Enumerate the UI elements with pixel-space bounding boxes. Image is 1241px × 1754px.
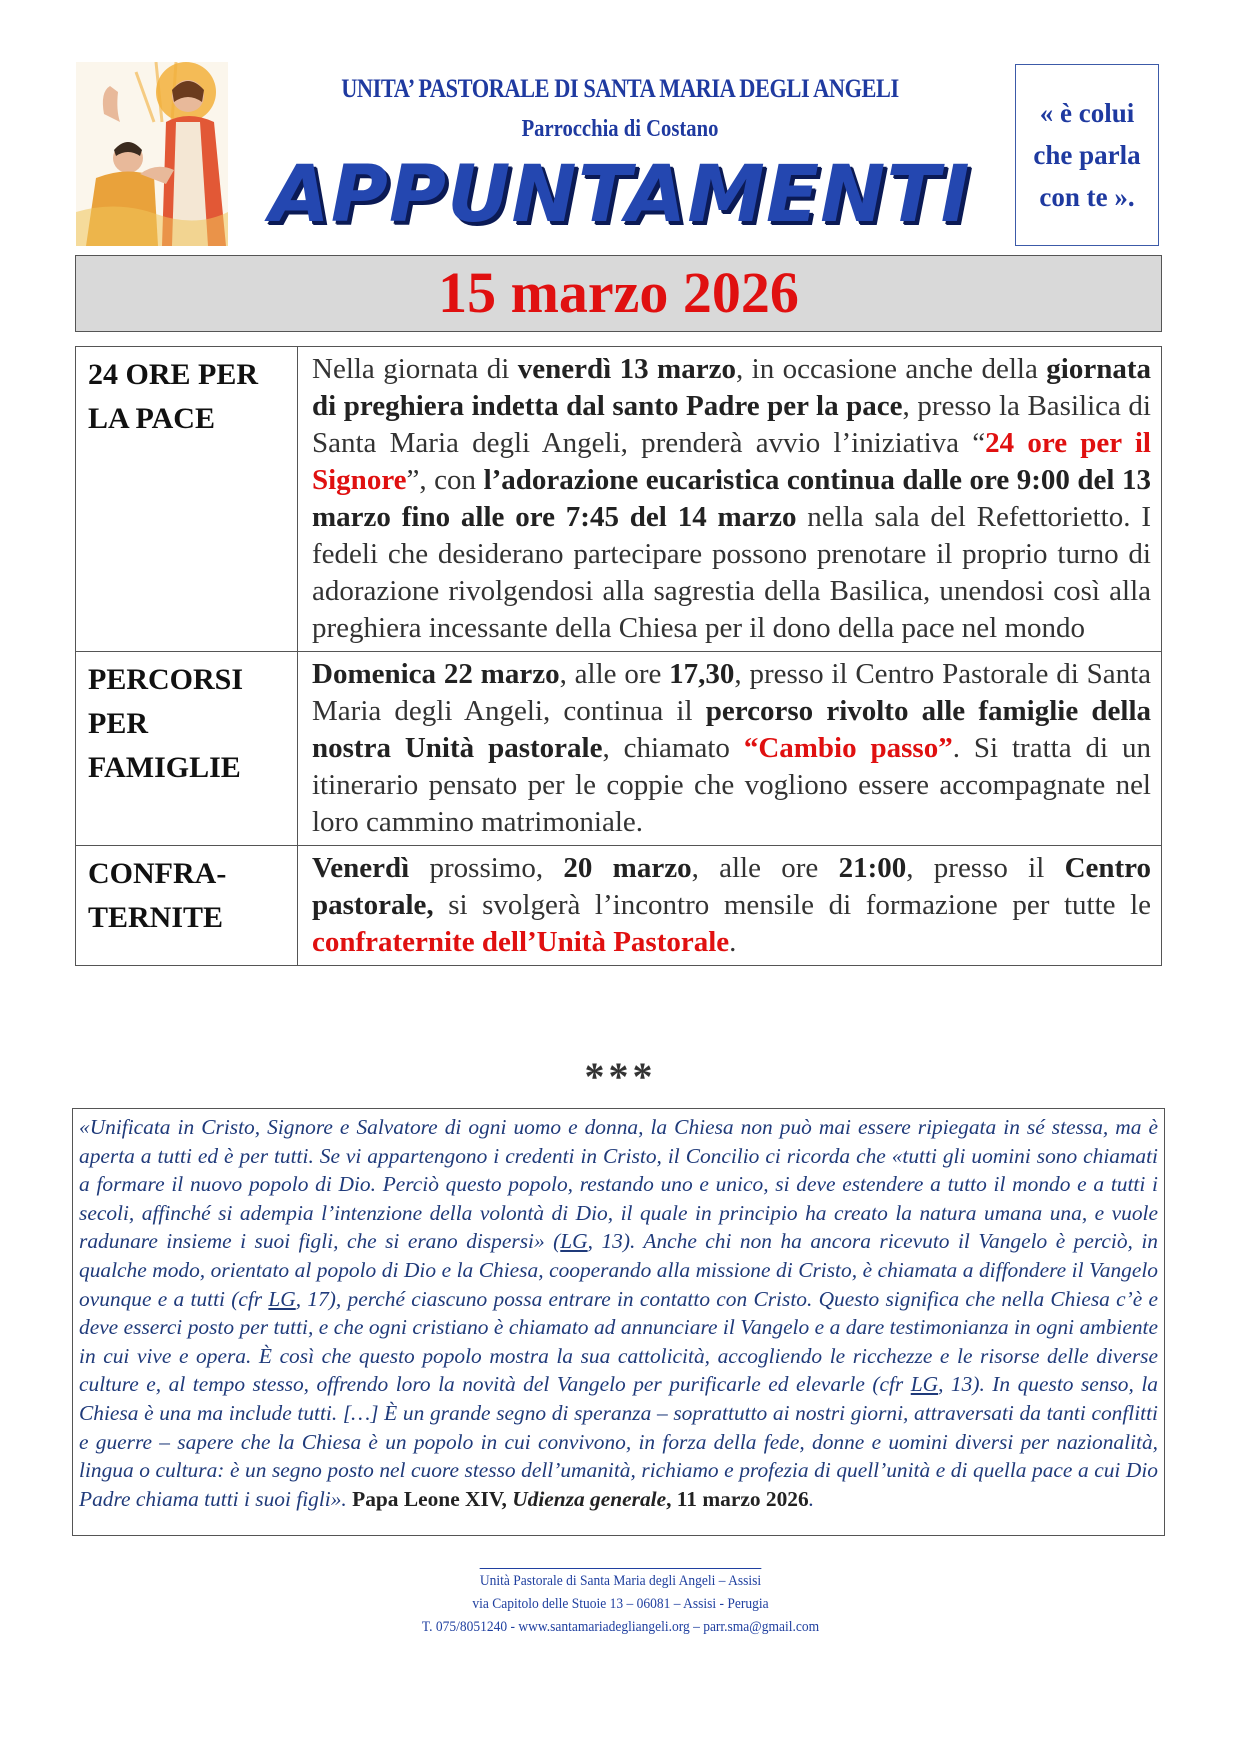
footer-contacts: T. 075/8051240 - www.santamariadegliangeli.org – parr.sma@gmail.com [421, 1619, 820, 1635]
table-row [76, 652, 1162, 846]
agenda-table [75, 346, 1162, 966]
section-separator: *** [584, 1054, 657, 1099]
row-category: CONFRA-TERNITE [76, 846, 298, 966]
row-category: PERCORSI PER FAMIGLIE [76, 652, 298, 846]
parish-subtitle: Parrocchia di Costano [521, 116, 719, 142]
org-title: UNITA’ PASTORALE DI SANTA MARIA DEGLI ANGELI [341, 74, 899, 103]
table-row [76, 347, 1162, 652]
quote-signature: Papa Leone XIV, Udienza generale, 11 marzo 2026 [352, 1486, 809, 1511]
footer [62, 1568, 1179, 1639]
row-category: 24 ORE PER LA PACE [76, 347, 298, 652]
page-title: APPUNTAMENTI [269, 150, 971, 240]
motto-box [1015, 64, 1159, 246]
row-description: Nella giornata di venerdì 13 marzo, in occasione anche della giornata di preghiera indetta dal santo Padre per la pace, presso la Basilica di Santa Maria degli Angeli, prenderà avvio l’iniziativa “24 ore per il Signore”, con l’adorazione eucaristica continua dalle ore 9:00 del 13 marzo fino alle ore 7:45 del 14 marzo nella sala del Refettorietto. I fedeli che desiderano partecipare possono prenotare il proprio turno di adorazione rivolgendosi alla sagrestia della Basilica, unendosi così alla preghiera incessante della Chiesa per il dono della pace nel mondo [298, 347, 1162, 652]
footer-org: Unità Pastorale di Santa Maria degli Angeli – Assisi [480, 1568, 761, 1593]
baptism-illustration [76, 62, 228, 246]
motto-text: « è colui che parla con te ». [1033, 98, 1141, 212]
date-banner: 15 marzo 2026 [75, 255, 1162, 332]
papal-quote: «Unificata in Cristo, Signore e Salvatore di ogni uomo e donna, la Chiesa non può mai essere ripiegata in sé stessa, ma è aperta a tutti ed è per tutti. Se vi appartengono i credenti in Cristo, il Concilio ci ricorda che «tutti gli uomini sono chiamati a formare il nuovo popolo di Dio. Perciò questo popolo, restando uno e unico, si deve estendere a tutto il mondo e a tutti i secoli, affinché si adempia l’intenzione della volontà di Dio, il quale in principio ha creato la natura umana una, e vuole radunare insieme i suoi figli, che si erano dispersi» (LG, 13). Anche chi non ha ancora ricevuto il Vangelo è perciò, in qualche modo, orientato al popolo di Dio e la Chiesa, cooperando alla missione di Cristo, è chiamata a diffondere il Vangelo ovunque e a tutti (cfr LG, 17), perché ciascuno possa entrare in contatto con Cristo. Questo significa che nella Chiesa c’è e deve esserci posto per tutti, e che ogni cristiano è chiamato ad annunciare il Vangelo e a dare testimonianza in ogni ambiente in cui vive e opera. È così che questo popolo mostra la sua cattolicità, accogliendo le ricchezze e le risorse delle diverse culture e, al tempo stesso, offrendo loro la novità del Vangelo per purificarle ed elevarle (cfr LG, 13). In questo senso, la Chiesa è una ma include tutti. […] È un grande segno di speranza – soprattutto ai nostri giorni, attraversati da tanti conflitti e guerre – sapere che la Chiesa è un popolo in cui convivono, in forza della fede, donne e uomini diversi per nazionalità, lingua o cultura: è un segno posto nel cuore stesso dell’umanità, richiamo e profezia di quell’unità e di quella pace a cui Dio Padre chiama tutti i suoi figli». Papa Leone XIV, Udienza generale, 11 marzo 2026. [72, 1108, 1165, 1536]
row-description: Venerdì prossimo, 20 marzo, alle ore 21:00, presso il Centro pastorale, si svolgerà l’incontro mensile di formazione per tutte le confraternite dell’Unità Pastorale. [298, 846, 1162, 966]
row-description: Domenica 22 marzo, alle ore 17,30, presso il Centro Pastorale di Santa Maria degli Angeli, continua il percorso rivolto alle famiglie della nostra Unità pastorale, chiamato “Cambio passo”. Si tratta di un itinerario pensato per le coppie che vogliono essere accompagnate nel loro cammino matrimoniale. [298, 652, 1162, 846]
table-row [76, 846, 1162, 966]
footer-address: via Capitolo delle Stuoie 13 – 06081 – Assisi - Perugia [472, 1596, 769, 1612]
